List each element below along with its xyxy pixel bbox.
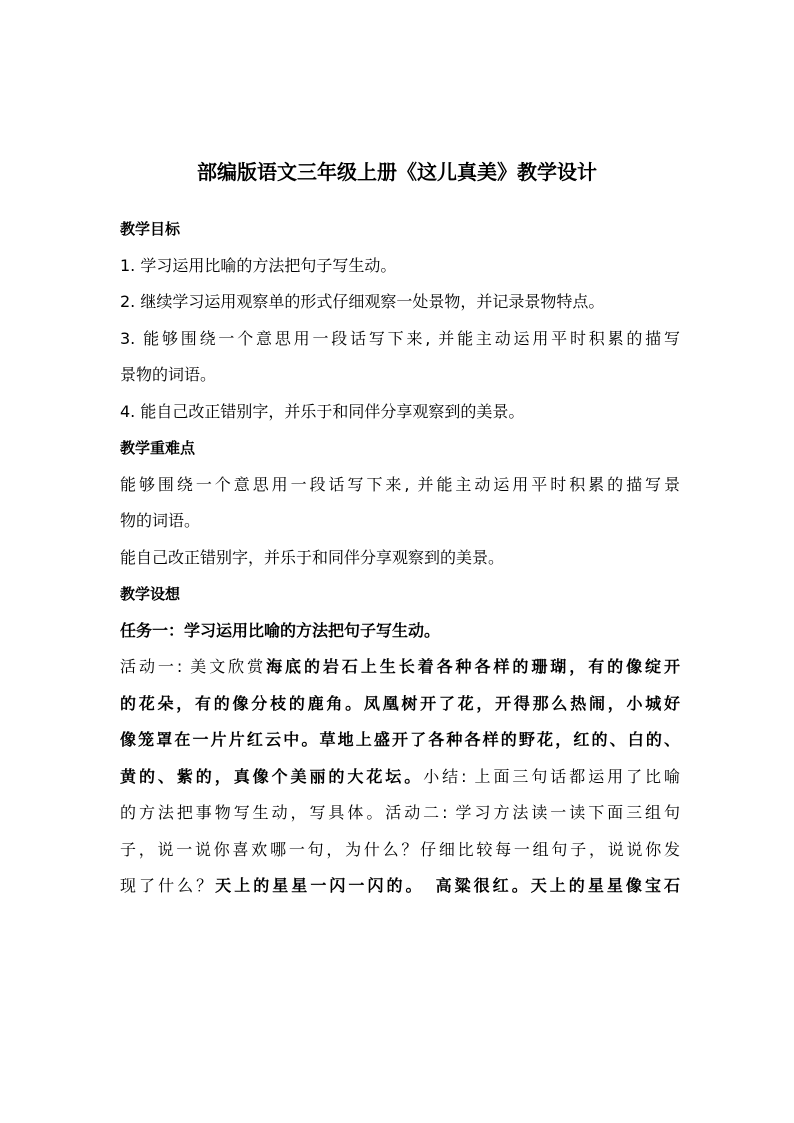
paragraph-line-4 bbox=[120, 759, 680, 796]
summary-text: 小结: 上面三句话都运用了比喻 bbox=[423, 766, 680, 786]
goal-item-3-line-2: 景物的词语。 bbox=[120, 365, 217, 384]
task-1-heading: 任务一：学习运用比喻的方法把句子写生动。 bbox=[120, 620, 441, 640]
paragraph-line-1 bbox=[120, 649, 680, 686]
key-point-1-line-2: 物的词语。 bbox=[120, 511, 201, 530]
example-text: 天上的星星一闪一闪的。 高粱很红。天上的星星像宝石 bbox=[215, 876, 680, 895]
paragraph-line-6: 子，说一说你喜欢哪一句，为什么？仔细比较每一组句子，说说你发 bbox=[120, 839, 680, 859]
key-point-2: 能自己改正错别字，并乐于和同伴分享观察到的美景。 bbox=[120, 547, 505, 567]
document-title: 部编版语文三年级上册《这儿真美》教学设计 bbox=[197, 160, 597, 184]
document-body bbox=[120, 211, 680, 905]
section-heading-goals: 教学目标 bbox=[120, 220, 181, 238]
goal-item-4: 4. 能自己改正错别字，并乐于和同伴分享观察到的美景。 bbox=[120, 401, 525, 421]
paragraph-line-2: 的花朵，有的像分枝的鹿角。凤凰树开了花，开得那么热闹，小城好 bbox=[120, 693, 680, 713]
section-heading-plan: 教学设想 bbox=[120, 585, 181, 603]
goal-item-2: 2. 继续学习运用观察单的形式仔细观察一处景物，并记录景物特点。 bbox=[120, 292, 605, 311]
example-text: 海底的岩石上生长着各种各样的珊瑚，有的像绽开 bbox=[266, 657, 680, 676]
example-text: 黄的、紫的，真像个美丽的大花坛。 bbox=[120, 766, 424, 786]
key-point-1-line-1: 能够围绕一个意思用一段话写下来, 并能主动运用平时积累的描写景 bbox=[120, 474, 680, 494]
question-text: 现了什么？ bbox=[120, 876, 216, 895]
goal-item-1: 1. 学习运用比喻的方法把句子写生动。 bbox=[120, 255, 397, 275]
paragraph-line-7 bbox=[120, 868, 680, 905]
section-heading-key-points: 教学重难点 bbox=[120, 439, 196, 457]
paragraph-line-5: 的方法把事物写生动，写具体。活动二: 学习方法读一读下面三组句 bbox=[120, 803, 680, 822]
activity-1-label: 活动一: 美文欣赏 bbox=[120, 657, 267, 676]
goal-item-3-line-1: 3. 能够围绕一个意思用一段话写下来, 并能主动运用平时积累的描写 bbox=[120, 328, 680, 348]
paragraph-line-3: 像笼罩在一片片红云中。草地上盛开了各种各样的野花，红的、白的、 bbox=[120, 730, 680, 749]
